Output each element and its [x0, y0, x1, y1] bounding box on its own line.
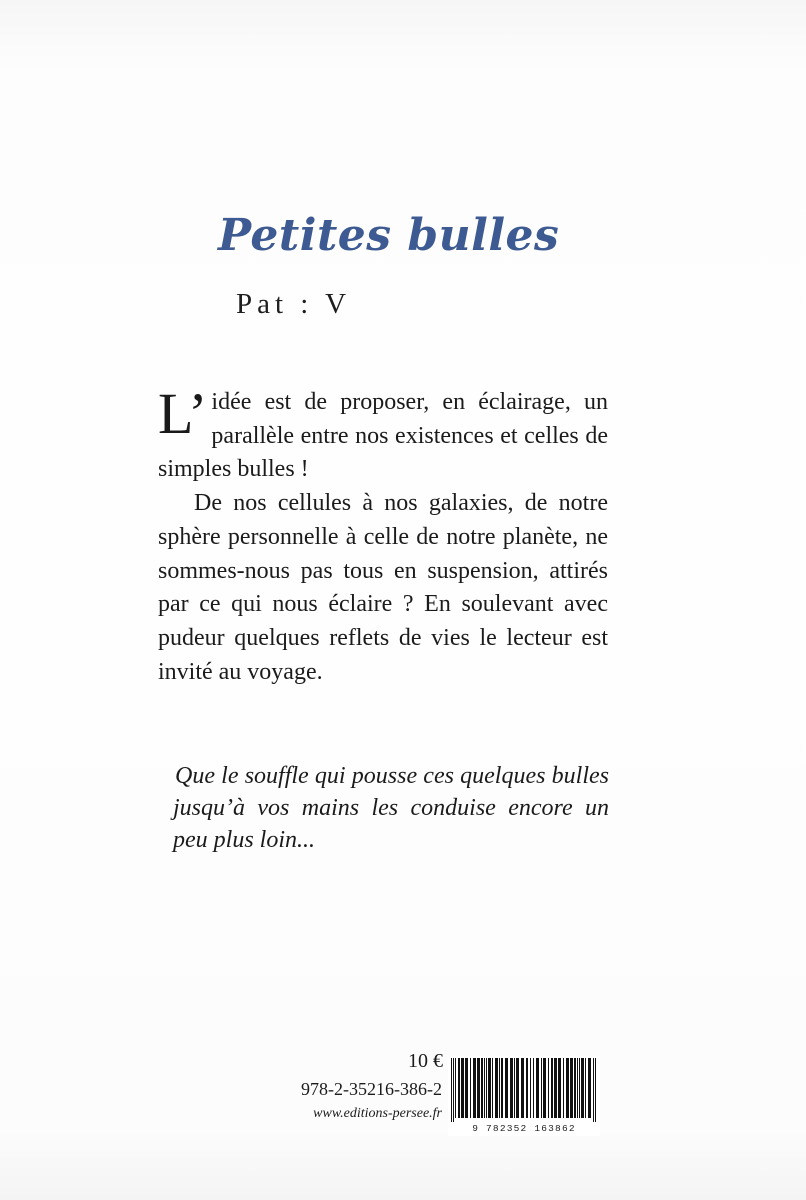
barcode-bar [536, 1058, 539, 1118]
price-label: 10 € [408, 1050, 443, 1072]
barcode-digits: 9 782352 163862 [448, 1122, 600, 1136]
drop-cap: L’ [158, 381, 208, 446]
book-title: Petites bulles [218, 210, 560, 261]
barcode-bar [526, 1058, 528, 1118]
barcode-bar [577, 1058, 578, 1118]
blurb-paragraph-2: De nos cellules à nos galaxies, de notre sphère personnelle à celle de notre planète, ne sommes-nous pas tous en suspension, attirés par ce qui nous éclaire ? En soulevant avec pudeur quelques reflets de vies le lecteur est invité au voyage. [158, 490, 608, 685]
barcode-bar [530, 1058, 531, 1118]
barcode-bar [543, 1058, 546, 1118]
barcode-bar [453, 1058, 454, 1122]
barcode-bar [477, 1058, 480, 1118]
barcode-bar [514, 1058, 515, 1118]
barcode-bar [581, 1058, 584, 1118]
barcode-bar [579, 1058, 580, 1118]
barcode-bar [505, 1058, 508, 1118]
barcode-bar [488, 1058, 491, 1118]
barcode-bar [492, 1058, 493, 1118]
barcode-bar [470, 1058, 471, 1118]
barcode-bar [486, 1058, 487, 1118]
barcode-bar [570, 1058, 573, 1118]
barcode-bar [574, 1058, 576, 1118]
barcode-bar [585, 1058, 586, 1118]
book-author: Pat : V [236, 288, 352, 320]
blurb-paragraph-1 [158, 381, 608, 487]
barcode-bar [521, 1058, 524, 1118]
barcode-bars [448, 1056, 600, 1122]
barcode-bar [465, 1058, 468, 1118]
barcode-bar [548, 1058, 549, 1118]
barcode-bar [501, 1058, 503, 1118]
barcode-bar [510, 1058, 513, 1118]
barcode-bar [558, 1058, 561, 1118]
barcode-bar [484, 1058, 485, 1118]
barcode-bar [541, 1058, 542, 1118]
blurb [158, 381, 608, 689]
barcode-bar [593, 1058, 594, 1122]
barcode-bar [473, 1058, 476, 1118]
barcode-bar [563, 1058, 564, 1118]
barcode-bar [451, 1058, 452, 1122]
barcode-bar [554, 1058, 557, 1118]
barcode-bar [458, 1058, 460, 1118]
barcode-bar [533, 1058, 534, 1118]
barcode-bar [551, 1058, 553, 1118]
closing-quote: Que le souffle qui pousse ces quelques bulles jusqu’à vos mains les conduise encore un peu plus loin... [173, 763, 609, 853]
isbn-barcode [448, 1056, 600, 1136]
barcode-bar [495, 1058, 498, 1118]
barcode-bar [516, 1058, 519, 1118]
isbn-label: 978-2-35216-386-2 [301, 1079, 442, 1099]
barcode-bar [588, 1058, 591, 1118]
barcode-bar [499, 1058, 500, 1118]
barcode-bar [595, 1058, 596, 1122]
barcode-bar [566, 1058, 569, 1118]
barcode-bar [481, 1058, 483, 1118]
blurb-paragraph-1-text: idée est de proposer, en éclairage, un parallèle entre nos existences et celles de simples bulles ! [158, 389, 608, 483]
barcode-bar [455, 1058, 456, 1118]
publisher-website: www.editions-persee.fr [313, 1106, 442, 1121]
barcode-bar [461, 1058, 464, 1118]
